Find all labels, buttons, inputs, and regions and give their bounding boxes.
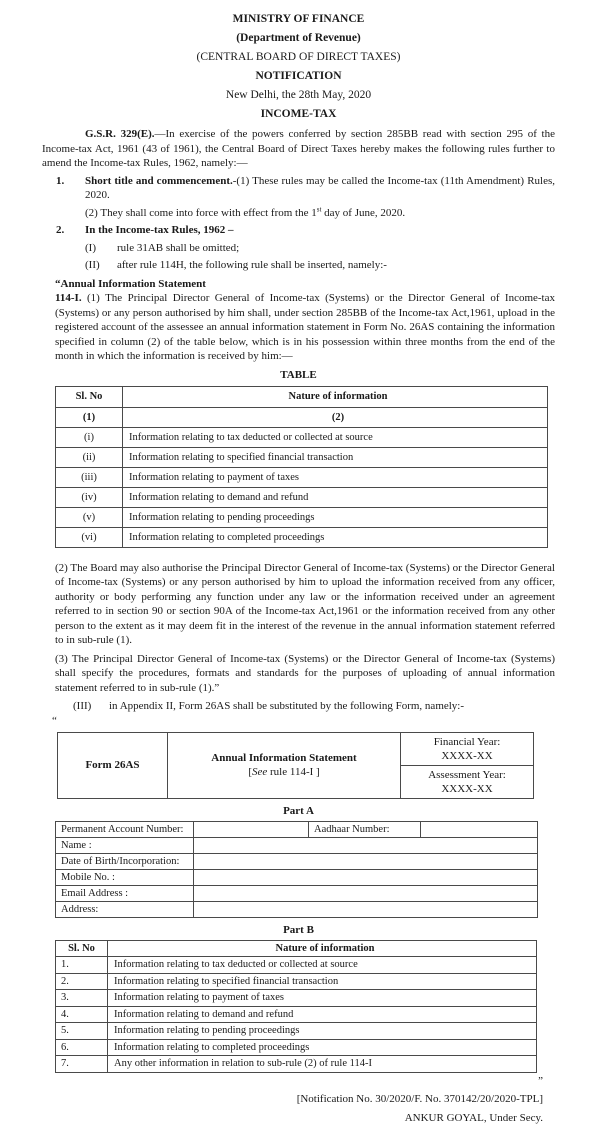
signature-line: ANKUR GOYAL, Under Secy. xyxy=(404,1111,543,1124)
subitem-III xyxy=(73,699,555,714)
col-number-1: (1) xyxy=(56,407,123,427)
rule-number: 114-I. xyxy=(55,292,82,304)
part-a-value-cell xyxy=(194,837,538,853)
part-a-heading: Part A xyxy=(283,804,314,817)
part-b-row xyxy=(56,1056,537,1073)
rule-114I-paragraph-3: (3) The Principal Director General of Income-tax (Systems) or the Director General of Income-tax (Systems) shall specify the procedures, formats and standards for the purposes of uploading of annual information statement referred to in sub-rule (1).” xyxy=(55,652,555,694)
opening-quote-mark: “ xyxy=(52,714,57,727)
assessment-year-value: XXXX-XX xyxy=(441,782,493,795)
part-b-header-row xyxy=(56,940,537,957)
part-b-slno: 7. xyxy=(56,1056,108,1073)
subitem-I-number: (I) xyxy=(85,241,96,254)
part-a-label: Mobile No. : xyxy=(56,869,194,885)
part-b-heading: Part B xyxy=(283,923,314,936)
part-a-table xyxy=(55,821,538,918)
see-rule-ref: rule 114-I ] xyxy=(267,766,320,778)
item-1-title: Short title and commencement. xyxy=(85,174,233,187)
table-caption: TABLE xyxy=(280,368,317,381)
aadhaar-value-cell xyxy=(421,821,538,837)
form-statement-heading: Annual Information Statement xyxy=(211,752,357,764)
part-b-slno: 5. xyxy=(56,1023,108,1040)
department-subtitle: (Department of Revenue) xyxy=(236,32,361,44)
item-1-subclause-2 xyxy=(85,206,555,221)
subitem-II-number: (II) xyxy=(85,259,100,271)
form-statement-title xyxy=(168,732,401,798)
subitem-I-text: rule 31AB shall be omitted; xyxy=(117,241,240,254)
financial-year-value: XXXX-XX xyxy=(441,749,493,762)
col-header-slno: Sl. No xyxy=(56,386,123,407)
paragraph-gsr xyxy=(42,127,555,171)
subclause-2-text-end: day of June, 2020. xyxy=(321,206,406,219)
part-b-slno: 2. xyxy=(56,973,108,990)
part-b-col-header-slno: Sl. No xyxy=(56,940,108,957)
list-item-2 xyxy=(42,223,555,238)
item-1-number: 1. xyxy=(56,174,65,187)
see-word: See xyxy=(251,766,268,778)
form-header-row-1 xyxy=(58,732,534,765)
table-subheader-row xyxy=(56,407,548,427)
part-b-row xyxy=(56,973,537,990)
list-item-1 xyxy=(42,174,555,203)
part-a-row xyxy=(56,837,538,853)
table-row xyxy=(56,467,548,487)
pan-label: Permanent Account Number: xyxy=(56,821,194,837)
rule-heading: “Annual Information Statement xyxy=(55,277,206,290)
part-b-row xyxy=(56,957,537,974)
part-a-label: Address: xyxy=(56,901,194,917)
item-2-title: In the Income-tax Rules, 1962 – xyxy=(85,224,234,236)
subitem-I xyxy=(85,241,555,256)
part-a-label: Email Address : xyxy=(56,885,194,901)
board-subtitle: (CENTRAL BOARD OF DIRECT TAXES) xyxy=(196,51,401,63)
row-text: Information relating to specified financial transaction xyxy=(123,447,548,467)
table-row xyxy=(56,427,548,447)
table-row xyxy=(56,507,548,527)
part-a-row xyxy=(56,901,538,917)
notification-heading: NOTIFICATION xyxy=(255,70,342,82)
part-b-row xyxy=(56,1023,537,1040)
subclause-2-text: (2) They shall come into force with effect from the 1 xyxy=(85,206,317,219)
part-a-value-cell xyxy=(194,869,538,885)
item-2-number: 2. xyxy=(56,224,65,236)
col-header-nature: Nature of information xyxy=(123,386,548,407)
row-text: Information relating to pending proceedings xyxy=(123,507,548,527)
part-b-text: Information relating to pending proceedings xyxy=(108,1023,537,1040)
assessment-year-cell xyxy=(401,765,534,798)
row-slno: (vi) xyxy=(56,527,123,547)
part-b-slno: 6. xyxy=(56,1039,108,1056)
table-header-row xyxy=(56,386,548,407)
row-text: Information relating to tax deducted or collected at source xyxy=(123,427,548,447)
part-a-row xyxy=(56,869,538,885)
form-title: Form 26AS xyxy=(58,732,168,798)
part-b-slno: 1. xyxy=(56,957,108,974)
assessment-year-label: Assessment Year: xyxy=(428,768,506,781)
table-row xyxy=(56,447,548,467)
part-b-row xyxy=(56,1039,537,1056)
row-text: Information relating to demand and refund xyxy=(123,487,548,507)
gsr-number: G.S.R. 329(E). xyxy=(85,128,155,140)
part-b-text: Information relating to completed proceedings xyxy=(108,1039,537,1056)
part-b-row xyxy=(56,1006,537,1023)
row-slno: (ii) xyxy=(56,447,123,467)
part-b-text: Any other information in relation to sub-rule (2) of rule 114-I xyxy=(108,1056,537,1073)
part-a-row xyxy=(56,885,538,901)
part-b-row xyxy=(56,990,537,1007)
part-b-text: Information relating to demand and refund xyxy=(108,1006,537,1023)
notification-reference: [Notification No. 30/2020/F. No. 370142/20/2020-TPL] xyxy=(296,1092,543,1105)
subitem-II xyxy=(85,258,555,273)
ministry-title: MINISTRY OF FINANCE xyxy=(232,13,365,25)
table-row xyxy=(56,527,548,547)
subitem-III-text: in Appendix II, Form 26AS shall be substituted by the following Form, namely:- xyxy=(109,700,465,712)
col-number-2: (2) xyxy=(123,407,548,427)
part-b-slno: 3. xyxy=(56,990,108,1007)
part-b-text: Information relating to payment of taxes xyxy=(108,990,537,1007)
item-1-text: -(1) These rules may be called the Income-tax (11th Amendment) Rules, 2020. xyxy=(85,174,556,201)
rule-114I-paragraph-2: (2) The Board may also authorise the Principal Director General of Income-tax (Systems) or the Director General of Income-tax (Systems) or any person authorised by him to upload the information received from any officer, authority or body performing any function under any law or the information received under an agreement referred to in section 90 or section 90A of the Income-tax Act,1961 or the information received from any other person to the extent as it may deem fit in the interest of the revenue in the annual information statement referred to in sub-rule (1). xyxy=(55,561,555,646)
part-b-table xyxy=(55,940,537,1073)
part-b-slno: 4. xyxy=(56,1006,108,1023)
pan-value-cell xyxy=(194,821,309,837)
row-slno: (v) xyxy=(56,507,123,527)
row-text: Information relating to completed proceedings xyxy=(123,527,548,547)
part-a-row-pan xyxy=(56,821,538,837)
ordinal-superscript: st xyxy=(316,204,322,213)
see-bracket-open: [ xyxy=(248,766,252,778)
part-b-col-header-nature: Nature of information xyxy=(108,940,537,957)
part-a-label: Name : xyxy=(56,837,194,853)
aadhaar-label: Aadhaar Number: xyxy=(309,821,421,837)
form-see-rule xyxy=(168,765,400,779)
financial-year-cell xyxy=(401,732,534,765)
table-row xyxy=(56,487,548,507)
financial-year-label: Financial Year: xyxy=(433,735,501,748)
subitem-II-text: after rule 114H, the following rule shall be inserted, namely:- xyxy=(117,259,387,271)
row-slno: (iii) xyxy=(56,467,123,487)
part-a-value-cell xyxy=(194,885,538,901)
subitem-III-number: (III) xyxy=(73,700,92,712)
closing-quote-mark: ” xyxy=(538,1074,543,1087)
rule-114I-text: (1) The Principal Director General of Income-tax (Systems) or the Director General of Income-tax (Systems) or any person authorised by him shall, under section 285BB of the Income-tax Act,1961, upload in the registered account of the assessee an annual information statement in Form No. 26AS containing the information specified in column (2) of the table below, which is in his possession within three months from the end of the month in which the information is received by him:— xyxy=(55,292,555,362)
part-a-label: Date of Birth/Incorporation: xyxy=(56,853,194,869)
row-text: Information relating to payment of taxes xyxy=(123,467,548,487)
part-a-row xyxy=(56,853,538,869)
place-date-line: New Delhi, the 28th May, 2020 xyxy=(225,89,372,101)
row-slno: (iv) xyxy=(56,487,123,507)
part-a-value-cell xyxy=(194,853,538,869)
part-b-text: Information relating to tax deducted or collected at source xyxy=(108,957,537,974)
part-a-value-cell xyxy=(194,901,538,917)
income-tax-heading: INCOME-TAX xyxy=(260,108,337,120)
rule-114I-paragraph-1 xyxy=(55,291,555,364)
row-slno: (i) xyxy=(56,427,123,447)
form-26as-header-table xyxy=(57,732,534,799)
part-b-text: Information relating to specified financial transaction xyxy=(108,973,537,990)
gsr-text: —In exercise of the powers conferred by section 285BB read with section 295 of the Income-tax Act, 1961 (43 of 1961), the Central Board of Direct Taxes hereby makes the following rules further to amend the Income-tax Rules, 1962, namely:— xyxy=(42,128,556,169)
table-nature-of-information xyxy=(55,386,548,548)
item-1-body xyxy=(85,174,555,203)
